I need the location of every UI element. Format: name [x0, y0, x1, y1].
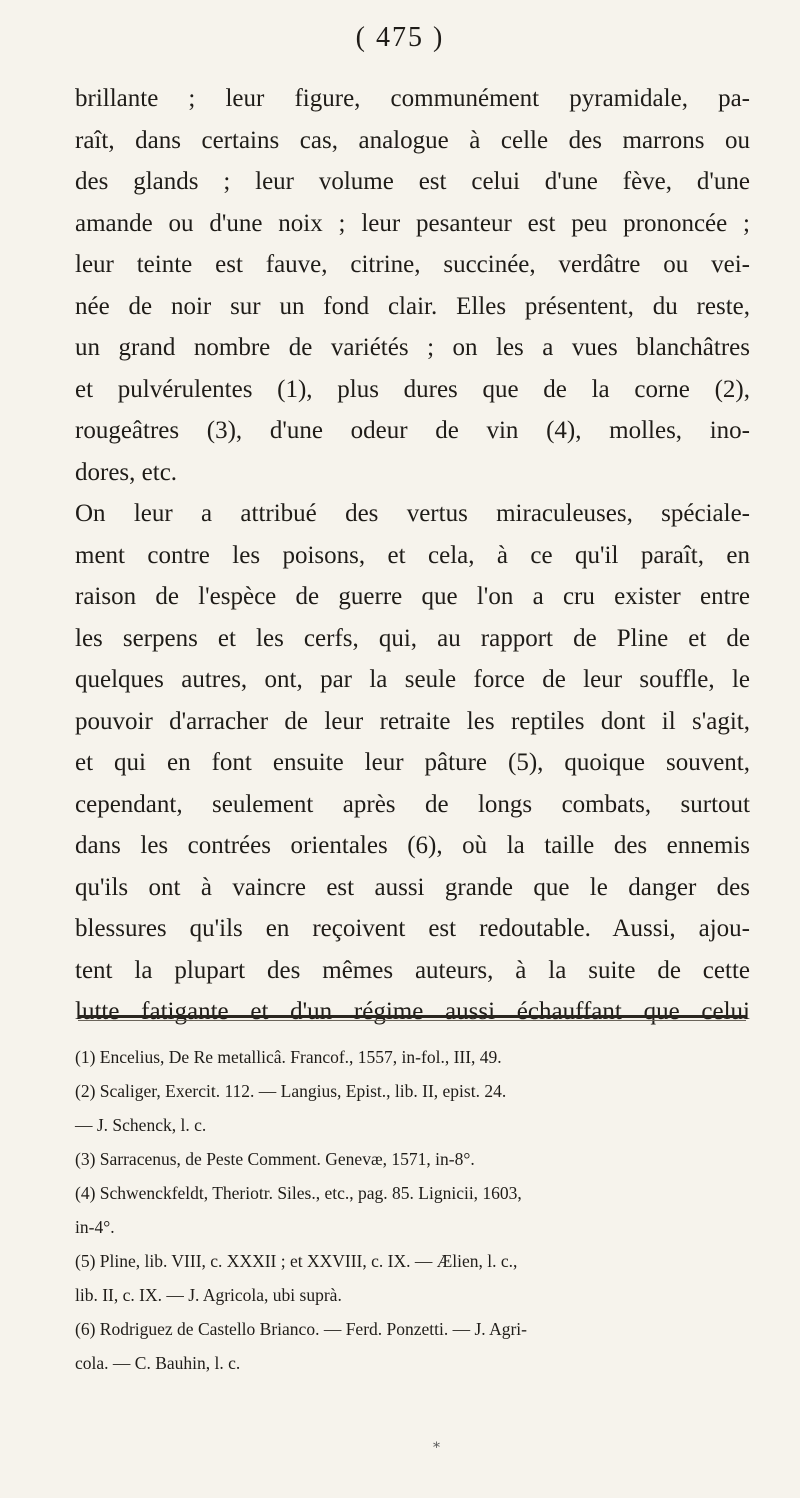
footnote: in-4°. — [75, 1217, 115, 1237]
footnote: — J. Schenck, l. c. — [75, 1115, 207, 1135]
text-line: On leur a attribué des vertus miraculeuses, spéciale- — [75, 500, 750, 527]
footnote: (2) Scaliger, Exercit. 112. — Langius, Epist., lib. II, epist. 24. — [75, 1081, 507, 1101]
text-line: blessures qu'ils en reçoivent est redoutable. Aussi, ajou- — [75, 915, 750, 942]
footnote: (4) Schwenckfeldt, Theriotr. Siles., etc., pag. 85. Lignicii, 1603, — [75, 1183, 522, 1203]
page-number: ( 475 ) — [355, 22, 445, 53]
text-line: rougeâtres (3), d'une odeur de vin (4), molles, ino- — [75, 417, 750, 444]
footnote: lib. II, c. IX. — J. Agricola, ubi suprà. — [75, 1285, 342, 1305]
text-line: cependant, seulement après de longs combats, surtout — [75, 790, 750, 818]
footnote-divider-thin — [78, 1020, 746, 1021]
text-line: dans les contrées orientales (6), où la taille des ennemis — [75, 832, 750, 859]
body-text — [75, 78, 750, 1033]
text-line: brillante ; leur figure, communément pyramidale, pa- — [75, 85, 750, 112]
text-line: qu'ils ont à vaincre est aussi grande que le danger des — [75, 873, 750, 901]
text-line: un grand nombre de variétés ; on les a vues blanchâtres — [75, 334, 750, 361]
asterisk-mark: * — [433, 1440, 440, 1456]
text-line: et pulvérulentes (1), plus dures que de la corne (2), — [75, 375, 750, 403]
text-line: pouvoir d'arracher de leur retraite les reptiles dont il s'agit, — [75, 707, 750, 735]
footnote: (5) Pline, lib. VIII, c. XXXII ; et XXVIII, c. IX. — Ælien, l. c., — [75, 1251, 518, 1271]
footnote: (1) Encelius, De Re metallicâ. Francof., 1557, in-fol., III, 49. — [75, 1047, 502, 1067]
footnote: (3) Sarracenus, de Peste Comment. Genevæ, 1571, in-8°. — [75, 1149, 475, 1169]
text-line: lutte fatigante et d'un régime aussi échauffant que celui — [75, 998, 750, 1025]
text-line: amande ou d'une noix ; leur pesanteur est peu prononcée ; — [75, 209, 750, 237]
text-line: raison de l'espèce de guerre que l'on a cru exister entre — [75, 583, 750, 610]
text-line: les serpens et les cerfs, qui, au rapport de Pline et de — [75, 624, 750, 652]
text-line: quelques autres, ont, par la seule force de leur souffle, le — [75, 666, 750, 693]
footnote-divider — [78, 1015, 746, 1018]
footnotes — [75, 1040, 750, 1380]
text-line: ment contre les poisons, et cela, à ce qu'il paraît, en — [75, 541, 750, 569]
text-line: tent la plupart des mêmes auteurs, à la suite de cette — [75, 956, 750, 984]
text-line: dores, etc. — [75, 458, 178, 486]
footnote: (6) Rodriguez de Castello Brianco. — Ferd. Ponzetti. — J. Agri- — [75, 1319, 528, 1339]
text-line: née de noir sur un fond clair. Elles présentent, du reste, — [75, 292, 750, 320]
text-line: et qui en font ensuite leur pâture (5), quoique souvent, — [75, 749, 750, 776]
text-line: raît, dans certains cas, analogue à celle des marrons ou — [75, 126, 750, 154]
text-line: des glands ; leur volume est celui d'une fève, d'une — [75, 168, 750, 195]
footnote: cola. — C. Bauhin, l. c. — [75, 1353, 241, 1373]
text-line: leur teinte est fauve, citrine, succinée, verdâtre ou vei- — [75, 251, 750, 278]
